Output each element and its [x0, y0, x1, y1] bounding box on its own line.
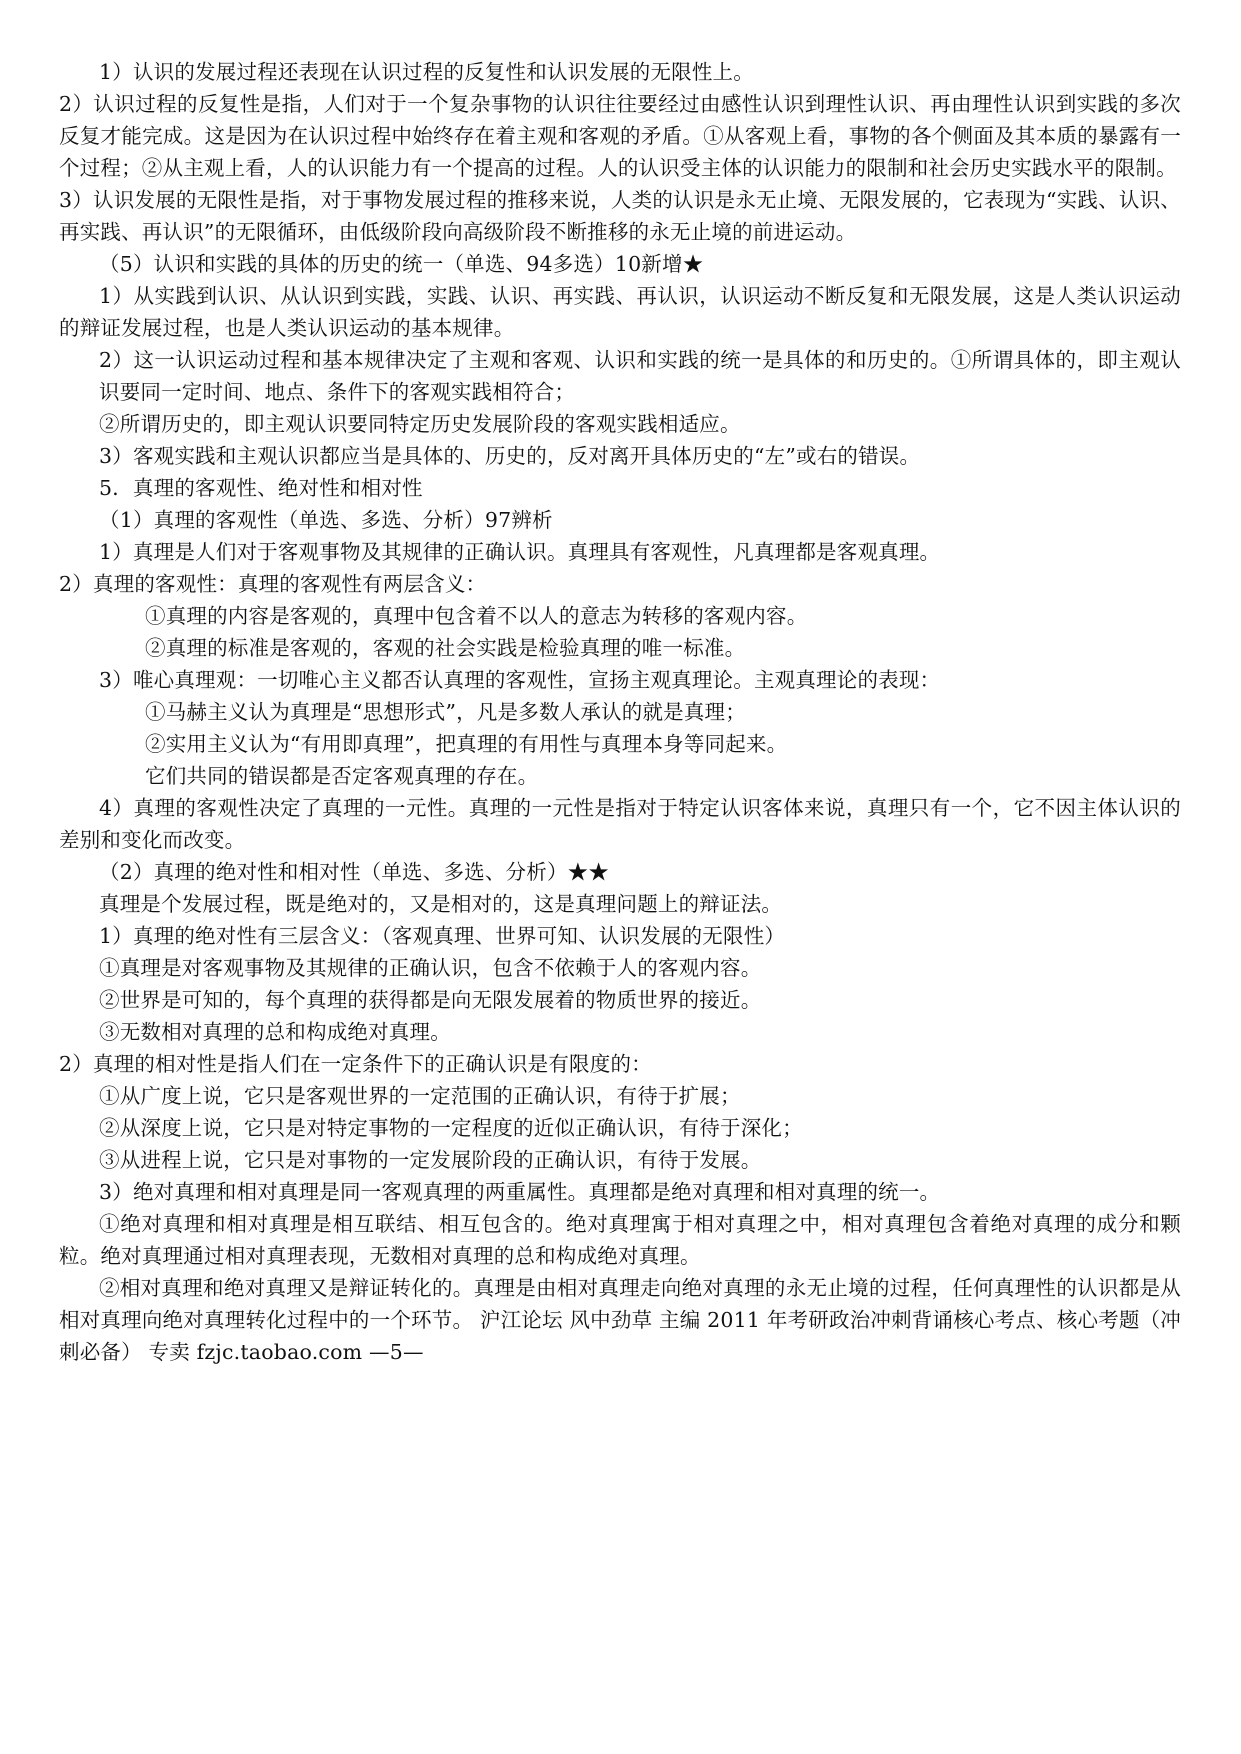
paragraph-7: 3）客观实践和主观认识都应当是具体的、历史的，反对离开具体历史的“左”或右的错误。 — [99, 444, 921, 468]
subsection-heading-2: （2）真理的绝对性和相对性（单选、多选、分析）★★ — [99, 860, 610, 884]
paragraph-15: 3）绝对真理和相对真理是同一客观真理的两重属性。真理都是绝对真理和相对真理的统一。 — [99, 1180, 941, 1204]
list-item-1: ①真理的内容是客观的，真理中包含着不以人的意志为转移的客观内容。 — [145, 604, 808, 628]
list-item-5: 它们共同的错误都是否定客观真理的存在。 — [145, 764, 539, 788]
list-item-8: ③无数相对真理的总和构成绝对真理。 — [99, 1020, 451, 1044]
list-item-11: ③从进程上说，它只是对事物的一定发展阶段的正确认识，有待于发展。 — [99, 1148, 762, 1172]
subsection-heading-1: （1）真理的客观性（单选、多选、分析）97辨析 — [99, 508, 553, 532]
list-item-6: ①真理是对客观事物及其规律的正确认识，包含不依赖于人的客观内容。 — [99, 956, 762, 980]
document-page — [59, 56, 1181, 1368]
paragraph-17-with-footer: ②相对真理和绝对真理又是辩证转化的。真理是由相对真理走向绝对真理的永无止境的过程，任何真理性的认识都是从相对真理向绝对真理转化过程中的一个环节。 沪江论坛 风中劲草 主编 2011 年考研政治冲刺背诵核心考点、核心考题（冲刺必备） 专卖 fzjc.taobao.com —5— — [59, 1276, 1181, 1364]
paragraph-3: 3）认识发展的无限性是指，对于事物发展过程的推移来说，人类的认识是永无止境、无限发展的，它表现为“实践、认识、再实践、再认识”的无限循环，由低级阶段向高级阶段不断推移的永无止境的前进运动。 — [59, 188, 1181, 244]
list-item-4: ②实用主义认为“有用即真理”，把真理的有用性与真理本身等同起来。 — [145, 732, 788, 756]
paragraph-2: 2）认识过程的反复性是指，人们对于一个复杂事物的认识往往要经过由感性认识到理性认识、再由理性认识到实践的多次反复才能完成。这是因为在认识过程中始终存在着主观和客观的矛盾。①从客观上看，事物的各个侧面及其本质的暴露有一个过程；②从主观上看，人的认识能力有一个提高的过程。人的认识受主体的认识能力的限制和社会历史实践水平的限制。 — [59, 92, 1181, 180]
paragraph-16: ①绝对真理和相对真理是相互联结、相互包含的。绝对真理寓于相对真理之中，相对真理包含着绝对真理的成分和颗粒。绝对真理通过相对真理表现，无数相对真理的总和构成绝对真理。 — [59, 1212, 1181, 1268]
paragraph-4: 1）从实践到认识、从认识到实践，实践、认识、再实践、再认识，认识运动不断反复和无限发展，这是人类认识运动的辩证发展过程，也是人类认识运动的基本规律。 — [59, 284, 1181, 340]
paragraph-6: ②所谓历史的，即主观认识要同特定历史发展阶段的客观实践相适应。 — [99, 412, 741, 436]
paragraph-12: 真理是个发展过程，既是绝对的，又是相对的，这是真理问题上的辩证法。 — [99, 892, 783, 916]
list-item-10: ②从深度上说，它只是对特定事物的一定程度的近似正确认识，有待于深化； — [99, 1116, 803, 1140]
list-item-9: ①从广度上说，它只是客观世界的一定范围的正确认识，有待于扩展； — [99, 1084, 741, 1108]
list-item-3: ①马赫主义认为真理是“思想形式”，凡是多数人承认的就是真理； — [145, 700, 746, 724]
paragraph-10: 3）唯心真理观：一切唯心主义都否认真理的客观性，宣扬主观真理论。主观真理论的表现： — [99, 668, 941, 692]
paragraph-13: 1）真理的绝对性有三层含义：（客观真理、世界可知、认识发展的无限性） — [99, 924, 786, 948]
list-item-2: ②真理的标准是客观的，客观的社会实践是检验真理的唯一标准。 — [145, 636, 746, 660]
section-heading-truth: 5．真理的客观性、绝对性和相对性 — [99, 476, 423, 500]
paragraph-1: 1）认识的发展过程还表现在认识过程的反复性和认识发展的无限性上。 — [99, 60, 754, 84]
paragraph-5: 2）这一认识运动过程和基本规律决定了主观和客观、认识和实践的统一是具体的和历史的。①所谓具体的，即主观认识要同一定时间、地点、条件下的客观实践相符合； — [99, 348, 1181, 404]
paragraph-11: 4）真理的客观性决定了真理的一元性。真理的一元性是指对于特定认识客体来说，真理只有一个，它不因主体认识的差别和变化而改变。 — [59, 796, 1181, 852]
paragraph-14: 2）真理的相对性是指人们在一定条件下的正确认识是有限度的： — [59, 1052, 652, 1076]
section-heading-5: （5）认识和实践的具体的历史的统一（单选、94多选）10新增★ — [99, 252, 704, 276]
list-item-7: ②世界是可知的，每个真理的获得都是向无限发展着的物质世界的接近。 — [99, 988, 762, 1012]
paragraph-9: 2）真理的客观性：真理的客观性有两层含义： — [59, 572, 487, 596]
paragraph-8: 1）真理是人们对于客观事物及其规律的正确认识。真理具有客观性，凡真理都是客观真理。 — [99, 540, 941, 564]
